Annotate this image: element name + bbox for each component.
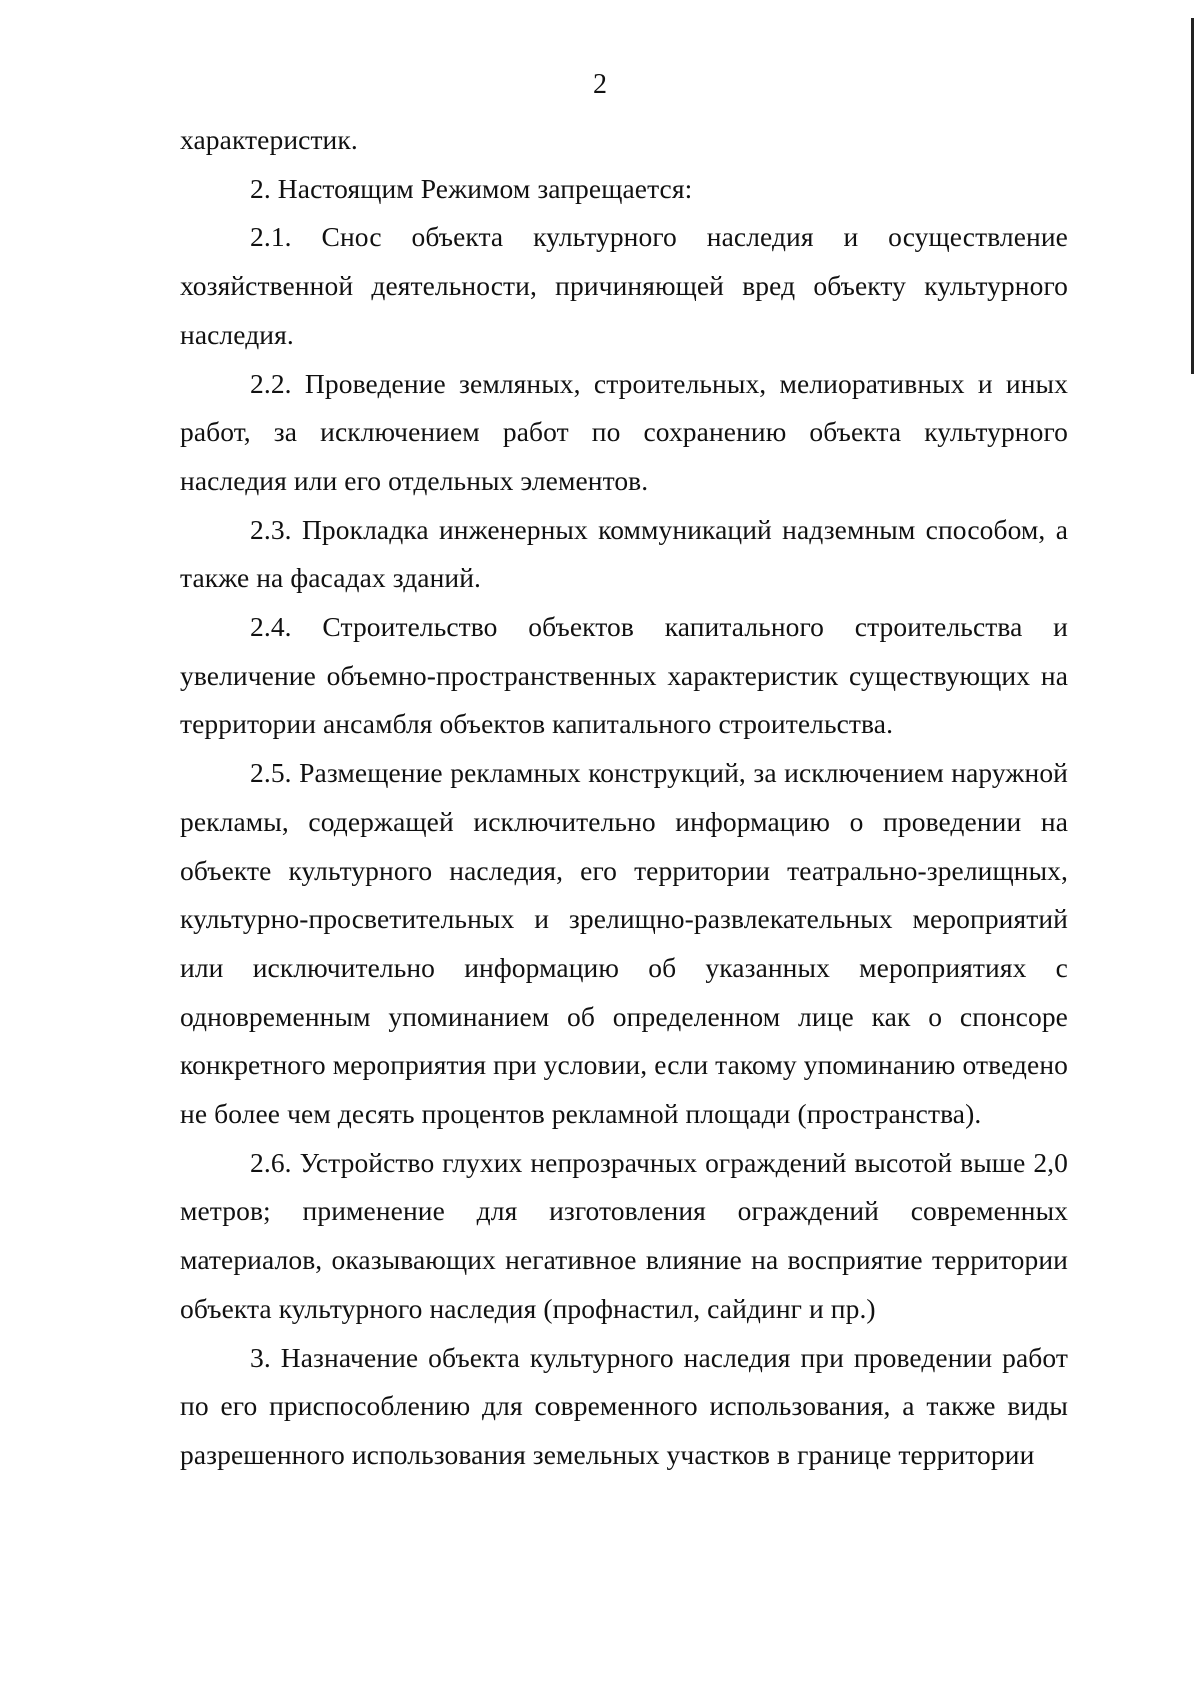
paragraph-2-3: 2.3. Прокладка инженерных коммуникаций надземным способом, а также на фасадах зданий. (180, 513, 1068, 594)
paragraph-continuation: характеристик. (180, 124, 358, 155)
paragraph-2-5: 2.5. Размещение рекламных конструкций, за исключением наружной рекламы, содержащей исключительно информацию о проведении на объекте культурного наследия, его территории театрально-зрелищных, культурно-просветительных и зрелищно-развлекательных мероприятий или исключительно информацию об указанных мероприятиях с одновременным упоминанием об определенном лице как о спонсоре конкретного мероприятия при условии, если такому упоминанию отведено не более чем десять процентов рекламной площади (пространства). (180, 757, 1068, 1130)
paragraph-2-6: 2.6. Устройство глухих непрозрачных ограждений высотой выше 2,0 метров; применение для изготовления ограждений современных материалов, оказывающих негативное влияние на восприятие территории объекта культурного наследия (профнастил, сайдинг и пр.) (180, 1146, 1068, 1324)
paragraph-3: 3. Назначение объекта культурного наследия при проведении работ по его приспособлению для современного использования, а также виды разрешенного использования земельных участков в границе территории (180, 1341, 1068, 1470)
paragraph-2-1: 2.1. Снос объекта культурного наследия и осуществление хозяйственной деятельности, причиняющей вред объекту культурного наследия. (180, 221, 1068, 350)
document-body (180, 116, 1068, 1480)
paragraph-2: 2. Настоящим Режимом запрещается: (250, 172, 693, 204)
paragraph-2-4: 2.4. Строительство объектов капитального строительства и увеличение объемно-пространственных характеристик существующих на территории ансамбля объектов капитального строительства. (180, 611, 1068, 740)
page-number: 2 (593, 69, 607, 100)
paragraph-2-2: 2.2. Проведение земляных, строительных, мелиоративных и иных работ, за исключением работ по сохранению объекта культурного наследия или его отдельных элементов. (180, 367, 1068, 496)
